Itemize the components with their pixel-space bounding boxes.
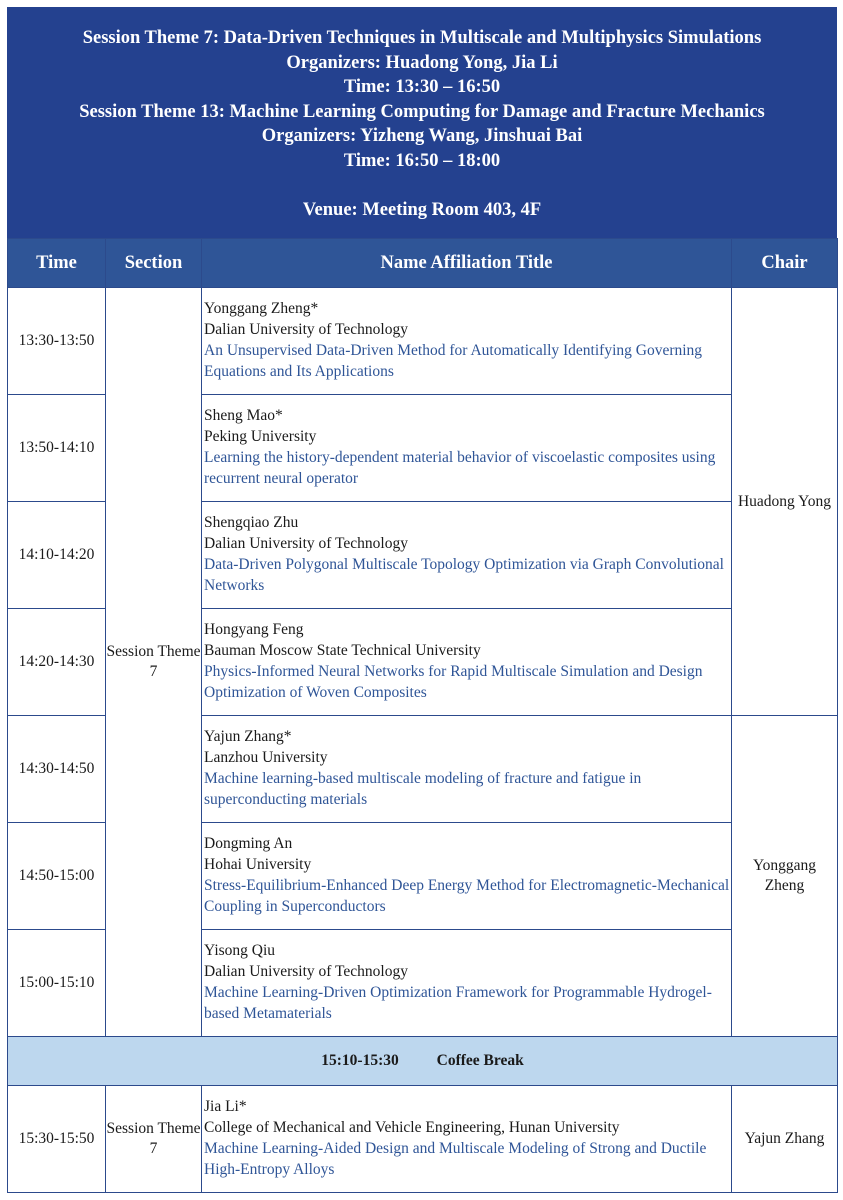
talk-time: 15:00-15:10 bbox=[8, 930, 106, 1037]
section-cell: Session Theme 7 bbox=[106, 1086, 202, 1193]
speaker-name: Shengqiao Zhu bbox=[204, 514, 299, 532]
speaker-affiliation: Dalian University of Technology bbox=[204, 321, 408, 339]
col-chair: Chair bbox=[732, 239, 838, 288]
talk-time: 15:30-15:50 bbox=[8, 1086, 106, 1193]
coffee-break-row bbox=[8, 1037, 838, 1086]
header-line-theme13: Session Theme 13: Machine Learning Computing for Damage and Fracture Mechanics bbox=[79, 101, 765, 122]
talk-title: An Unsupervised Data-Driven Method for Automatically Identifying Governing Equations and Its Applications bbox=[204, 342, 703, 380]
speaker-affiliation: Bauman Moscow State Technical University bbox=[204, 642, 481, 660]
speaker-affiliation: Dalian University of Technology bbox=[204, 535, 408, 553]
talk-cell bbox=[202, 395, 732, 502]
talk-title: Stress-Equilibrium-Enhanced Deep Energy Method for Electromagnetic-Mechanical Coupling in Superconductors bbox=[204, 877, 730, 915]
talk-time: 13:30-13:50 bbox=[8, 288, 106, 395]
table-row bbox=[8, 288, 838, 395]
header-line-organizers13: Organizers: Yizheng Wang, Jinshuai Bai bbox=[261, 126, 583, 147]
talk-title: Machine Learning-Aided Design and Multiscale Modeling of Strong and Ductile High-Entropy Alloys bbox=[204, 1140, 707, 1178]
header-line-theme7: Session Theme 7: Data-Driven Techniques in Multiscale and Multiphysics Simulations bbox=[82, 28, 762, 48]
talk-cell bbox=[202, 609, 732, 716]
talk-cell bbox=[202, 288, 732, 395]
speaker-name: Yonggang Zheng* bbox=[204, 300, 319, 318]
venue: Venue: Meeting Room 403, 4F bbox=[302, 200, 542, 221]
header-line-time7: Time: 13:30 – 16:50 bbox=[343, 77, 501, 98]
talk-time: 14:20-14:30 bbox=[8, 609, 106, 716]
speaker-name: Yisong Qiu bbox=[204, 942, 276, 960]
break-time: 15:10-15:30 bbox=[321, 1052, 399, 1069]
chair-cell: Huadong Yong bbox=[732, 288, 838, 716]
talk-cell bbox=[202, 930, 732, 1037]
talk-title: Machine learning-based multiscale modeling of fracture and fatigue in superconducting materials bbox=[204, 770, 642, 808]
coffee-break-cell bbox=[8, 1037, 838, 1086]
speaker-name: Dongming An bbox=[204, 835, 293, 853]
table-header-row bbox=[8, 239, 838, 288]
talk-cell bbox=[202, 716, 732, 823]
speaker-affiliation: Peking University bbox=[204, 428, 317, 446]
talk-cell bbox=[202, 502, 732, 609]
header-line-time13: Time: 16:50 – 18:00 bbox=[343, 150, 501, 171]
speaker-name: Sheng Mao* bbox=[204, 407, 283, 425]
talk-title: Data-Driven Polygonal Multiscale Topology Optimization via Graph Convolutional Networks bbox=[204, 556, 724, 594]
talk-time: 13:50-14:10 bbox=[8, 395, 106, 502]
speaker-affiliation: Hohai University bbox=[204, 856, 312, 874]
table-row bbox=[8, 1086, 838, 1193]
talk-cell bbox=[202, 1086, 732, 1193]
talk-title: Machine Learning-Driven Optimization Framework for Programmable Hydrogel-based Metamaterials bbox=[204, 984, 712, 1022]
talk-cell bbox=[202, 823, 732, 930]
section-cell: Session Theme 7 bbox=[106, 288, 202, 1037]
col-section: Section bbox=[106, 239, 202, 288]
speaker-name: Hongyang Feng bbox=[204, 621, 304, 639]
header-line-organizers7: Organizers: Huadong Yong, Jia Li bbox=[286, 52, 558, 73]
talk-time: 14:50-15:00 bbox=[8, 823, 106, 930]
col-time: Time bbox=[8, 239, 106, 288]
schedule-table bbox=[7, 238, 838, 1193]
chair-cell: Yonggang Zheng bbox=[732, 716, 838, 1037]
break-label: Coffee Break bbox=[436, 1052, 524, 1069]
talk-title: Learning the history-dependent material behavior of viscoelastic composites using recurrent neural operator bbox=[204, 449, 716, 487]
col-talk: Name Affiliation Title bbox=[202, 239, 732, 288]
session-header bbox=[7, 7, 837, 238]
talk-time: 14:30-14:50 bbox=[8, 716, 106, 823]
speaker-name: Yajun Zhang* bbox=[204, 728, 292, 746]
speaker-name: Jia Li* bbox=[204, 1098, 247, 1116]
speaker-affiliation: Lanzhou University bbox=[204, 749, 328, 767]
schedule-page bbox=[7, 7, 837, 1193]
chair-cell: Yajun Zhang bbox=[732, 1086, 838, 1193]
speaker-affiliation: College of Mechanical and Vehicle Engineering, Hunan University bbox=[204, 1119, 620, 1137]
speaker-affiliation: Dalian University of Technology bbox=[204, 963, 408, 981]
talk-title: Physics-Informed Neural Networks for Rapid Multiscale Simulation and Design Optimization of Woven Composites bbox=[204, 663, 703, 701]
talk-time: 14:10-14:20 bbox=[8, 502, 106, 609]
